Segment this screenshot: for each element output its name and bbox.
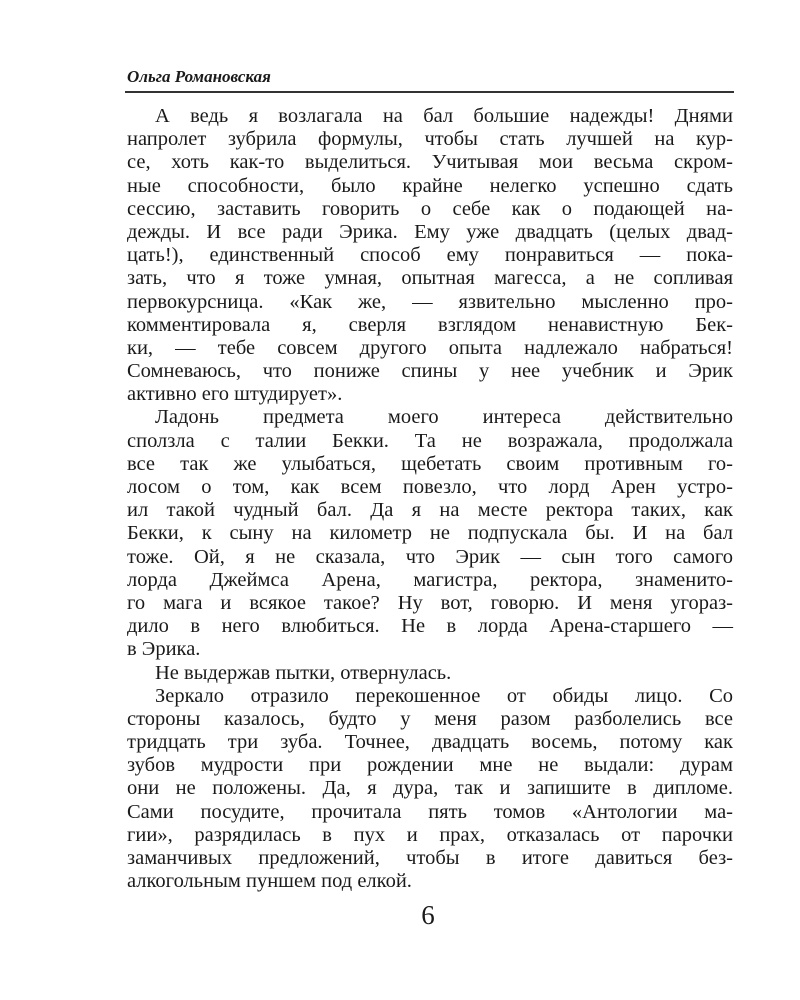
text-line: алкогольным пуншем под елкой.	[127, 870, 412, 893]
text-line: тридцать три зуба. Точнее, двадцать восемь, потому как	[127, 731, 733, 754]
text-line: го мага и всякое такое? Ну вот, говорю. И меня угораз-	[127, 591, 733, 614]
text-line: зать, что я тоже умная, опытная магесса, а не сопливая	[127, 267, 733, 290]
text-line: все так же улыбаться, щебетать своим противным го-	[127, 452, 733, 475]
text-line: тоже. Ой, я не сказала, что Эрик — сын того самого	[127, 545, 733, 568]
text-line: в Эрика.	[127, 638, 201, 661]
text-line: гии», разрядилась в пух и прах, отказалась от парочки	[127, 823, 733, 846]
text-line: комментировала я, сверля взглядом ненавистную Бек-	[127, 313, 733, 336]
text-line: сессию, заставить говорить о себе как о подающей на-	[127, 197, 733, 220]
body-text	[127, 105, 733, 893]
text-line: Сами посудите, прочитала пять томов «Антологии ма-	[127, 800, 733, 823]
text-line: они не положены. Да, я дура, так и запишите в дипломе.	[127, 777, 733, 800]
text-line: зубов мудрости при рождении мне не выдали: дурам	[127, 754, 733, 777]
text-line: А ведь я возлагала на бал большие надежды! Днями	[155, 105, 733, 127]
text-line: Ладонь предмета моего интереса действительно	[155, 406, 733, 429]
text-line: активно его штудирует».	[127, 383, 343, 406]
text-line: Бекки, к сыну на километр не подпускала бы. И на бал	[127, 522, 733, 545]
text-line: стороны казалось, будто у меня разом разболелись все	[127, 707, 733, 730]
paragraph	[127, 685, 733, 894]
paragraph	[127, 105, 733, 406]
text-line: сползла с талии Бекки. Та не возражала, продолжала	[127, 429, 733, 452]
text-line: цать!), единственный способ ему понравиться — пока-	[127, 244, 733, 267]
text-line: ки, — тебе совсем другого опыта надлежало набраться!	[127, 336, 733, 359]
text-line: Зеркало отразило перекошенное от обиды лицо. Со	[155, 684, 733, 707]
text-line: ные способности, было крайне нелегко успешно сдать	[127, 174, 733, 197]
text-line: первокурсница. «Как же, — язвительно мысленно про-	[127, 290, 733, 313]
header-rule	[125, 91, 734, 93]
paragraph	[127, 406, 733, 661]
text-line: дежды. И все ради Эрика. Ему уже двадцать (целых двад-	[127, 220, 733, 243]
text-line: напролет зубрила формулы, чтобы стать лучшей на кур-	[127, 128, 733, 151]
text-line: лорда Джеймса Арена, магистра, ректора, знаменито-	[127, 568, 733, 591]
paragraph	[127, 662, 733, 685]
text-line: лосом о том, как всем повезло, что лорд Арен устро-	[127, 476, 733, 498]
text-line: се, хоть как-то выделиться. Учитывая мои весьма скром-	[127, 151, 733, 174]
text-line: ил такой чудный бал. Да я на месте ректора таких, как	[127, 499, 733, 522]
text-line: Сомневаюсь, что пониже спины у нее учебник и Эрик	[127, 360, 733, 383]
text-line: Не выдержав пытки, отвернулась.	[155, 661, 452, 684]
text-line: дило в него влюбиться. Не в лорда Арена-старшего —	[127, 615, 733, 638]
page-number: 6	[421, 900, 435, 930]
running-head-author: Ольга Романовская	[127, 67, 271, 86]
text-line: заманчивых предложений, чтобы в итоге давиться без-	[127, 847, 733, 869]
